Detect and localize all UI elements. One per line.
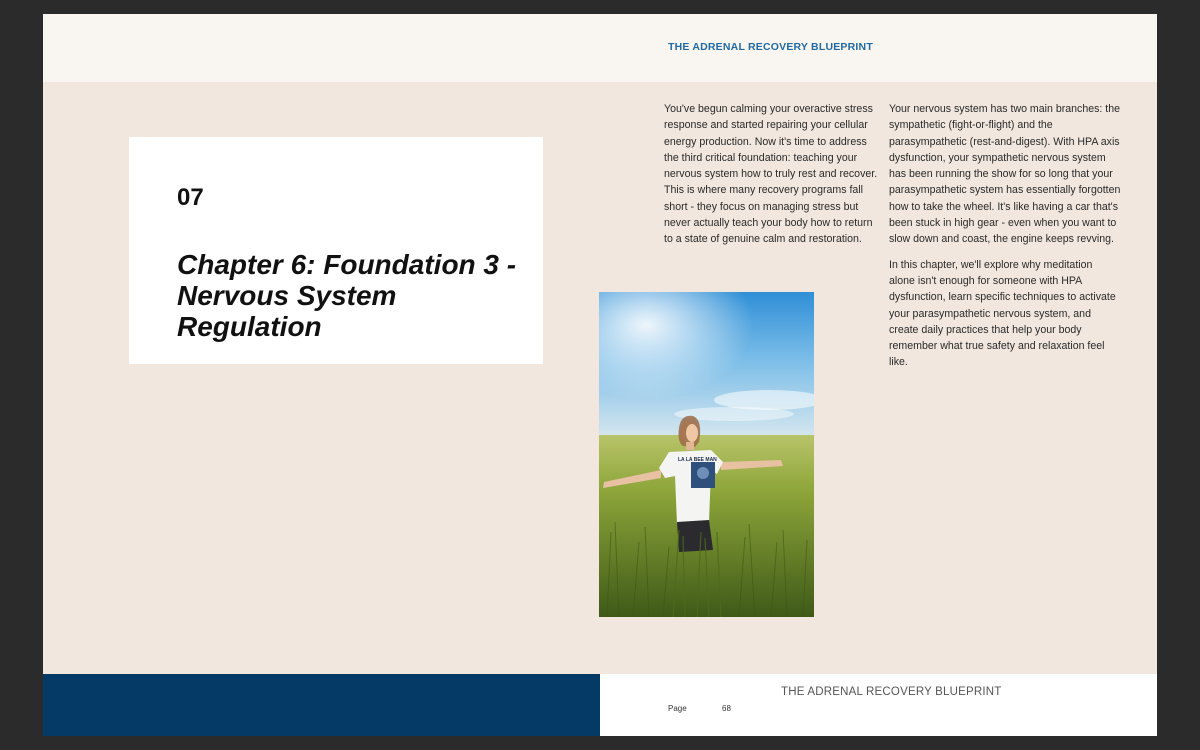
chapter-title: Chapter 6: Foundation 3 - Nervous System Regulation (177, 249, 517, 342)
running-header-title: THE ADRENAL RECOVERY BLUEPRINT (668, 41, 873, 53)
body-column-1 (664, 101, 882, 257)
footer-page-label: Page (668, 704, 687, 713)
woman-in-field-image (599, 292, 814, 617)
chapter-photo (599, 292, 814, 617)
body-paragraph: You've begun calming your overactive stress response and started repairing your cellular energy production. Now it's time to address the third critical foundation: teaching your nervous system how to truly rest and recover. This is where many recovery programs fall short - they focus on managing stress but never actually teach your body how to return to a state of genuine calm and restoration. (664, 103, 878, 246)
shirt-print: LA LA BEE MAN (678, 457, 717, 463)
page-header (43, 14, 1157, 82)
footer-navy-band (43, 674, 600, 736)
body-column-2 (889, 101, 1121, 380)
footer-page-number: 68 (722, 704, 731, 713)
body-paragraph: In this chapter, we'll explore why meditation alone isn't enough for someone with HPA dysfunction, learn specific techniques to activate your parasympathetic nervous system, and create daily practices that help your body remember what true safety and relaxation feel like. (889, 258, 1116, 369)
chapter-title-card (129, 137, 543, 364)
chapter-number: 07 (177, 184, 204, 211)
body-paragraph: Your nervous system has two main branches: the sympathetic (fight-or-flight) and the parasympathetic (rest-and-digest). With HPA axis dysfunction, your sympathetic nervous system has been running the show for so long that your parasympathetic system has essentially forgotten how to take the wheel. It's like having a car that's been stuck in high gear - even when you want to slow down and coast, the engine keeps revving. (889, 103, 1121, 246)
footer-book-title: THE ADRENAL RECOVERY BLUEPRINT (781, 686, 1002, 698)
page-footer (600, 674, 1157, 736)
document-page (43, 14, 1157, 736)
